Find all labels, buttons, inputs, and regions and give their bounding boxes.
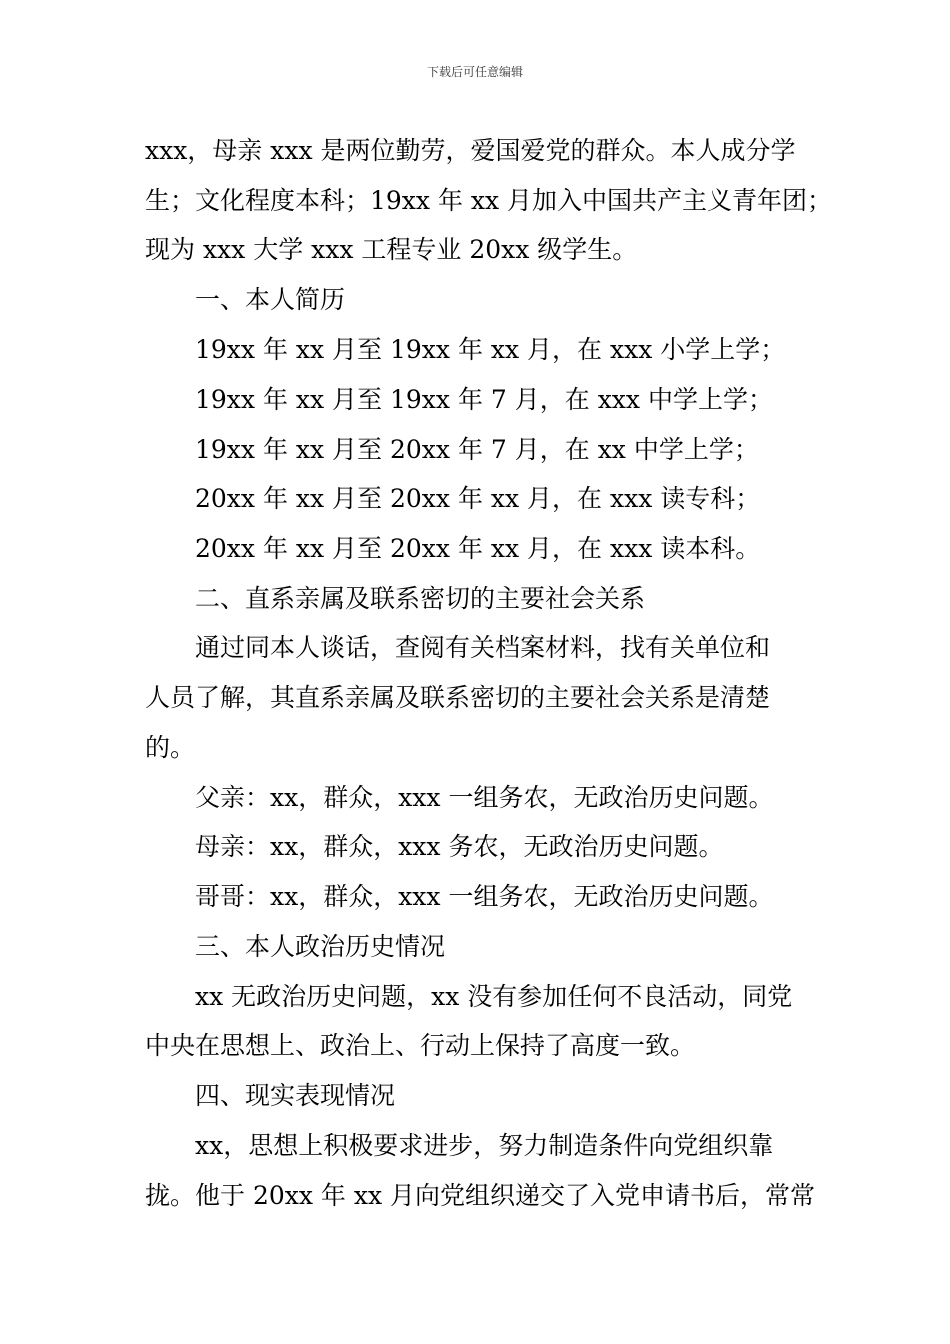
paragraph-line: 的。 xyxy=(145,733,196,762)
section-heading: 四、现实表现情况 xyxy=(195,1081,396,1110)
resume-entry: 19xx 年 xx 月至 20xx 年 7 月，在 xx 中学上学； xyxy=(195,435,759,464)
paragraph-line: xxx，母亲 xxx 是两位勤劳，爱国爱党的群众。本人成分学 xyxy=(145,136,796,165)
relative-entry: 哥哥：xx，群众，xxx 一组务农，无政治历史问题。 xyxy=(195,882,774,911)
paragraph-line: 拢。他于 20xx 年 xx 月向党组织递交了入党申请书后，常常 xyxy=(145,1181,815,1210)
paragraph-line: 现为 xxx 大学 xxx 工程专业 20xx 级学生。 xyxy=(145,235,638,264)
relative-entry: 父亲：xx，群众，xxx 一组务农，无政治历史问题。 xyxy=(195,783,774,812)
resume-entry: 20xx 年 xx 月至 20xx 年 xx 月，在 xxx 读专科； xyxy=(195,484,761,513)
resume-entry: 19xx 年 xx 月至 19xx 年 7 月，在 xxx 中学上学； xyxy=(195,385,773,414)
section-heading: 一、本人简历 xyxy=(195,285,346,314)
page-header: 下载后可任意编辑 xyxy=(426,65,523,79)
resume-entry: 19xx 年 xx 月至 19xx 年 xx 月，在 xxx 小学上学； xyxy=(195,335,786,364)
relative-entry: 母亲：xx，群众，xxx 务农，无政治历史问题。 xyxy=(195,832,724,861)
paragraph-line: xx，思想上积极要求进步，努力制造条件向党组织靠 xyxy=(195,1131,774,1160)
section-heading: 二、直系亲属及联系密切的主要社会关系 xyxy=(195,584,646,613)
section-heading: 三、本人政治历史情况 xyxy=(195,932,446,961)
paragraph-line: 中央在思想上、政治上、行动上保持了高度一致。 xyxy=(145,1031,696,1060)
paragraph-line: xx 无政治历史问题，xx 没有参加任何不良活动，同党 xyxy=(195,982,793,1011)
paragraph-line: 人员了解，其直系亲属及联系密切的主要社会关系是清楚 xyxy=(145,683,771,712)
paragraph-line: 生；文化程度本科；19xx 年 xx 月加入中国共产主义青年团； xyxy=(145,186,833,215)
paragraph-line: 通过同本人谈话，查阅有关档案材料，找有关单位和 xyxy=(195,633,771,662)
resume-entry: 20xx 年 xx 月至 20xx 年 xx 月，在 xxx 读本科。 xyxy=(195,534,761,563)
